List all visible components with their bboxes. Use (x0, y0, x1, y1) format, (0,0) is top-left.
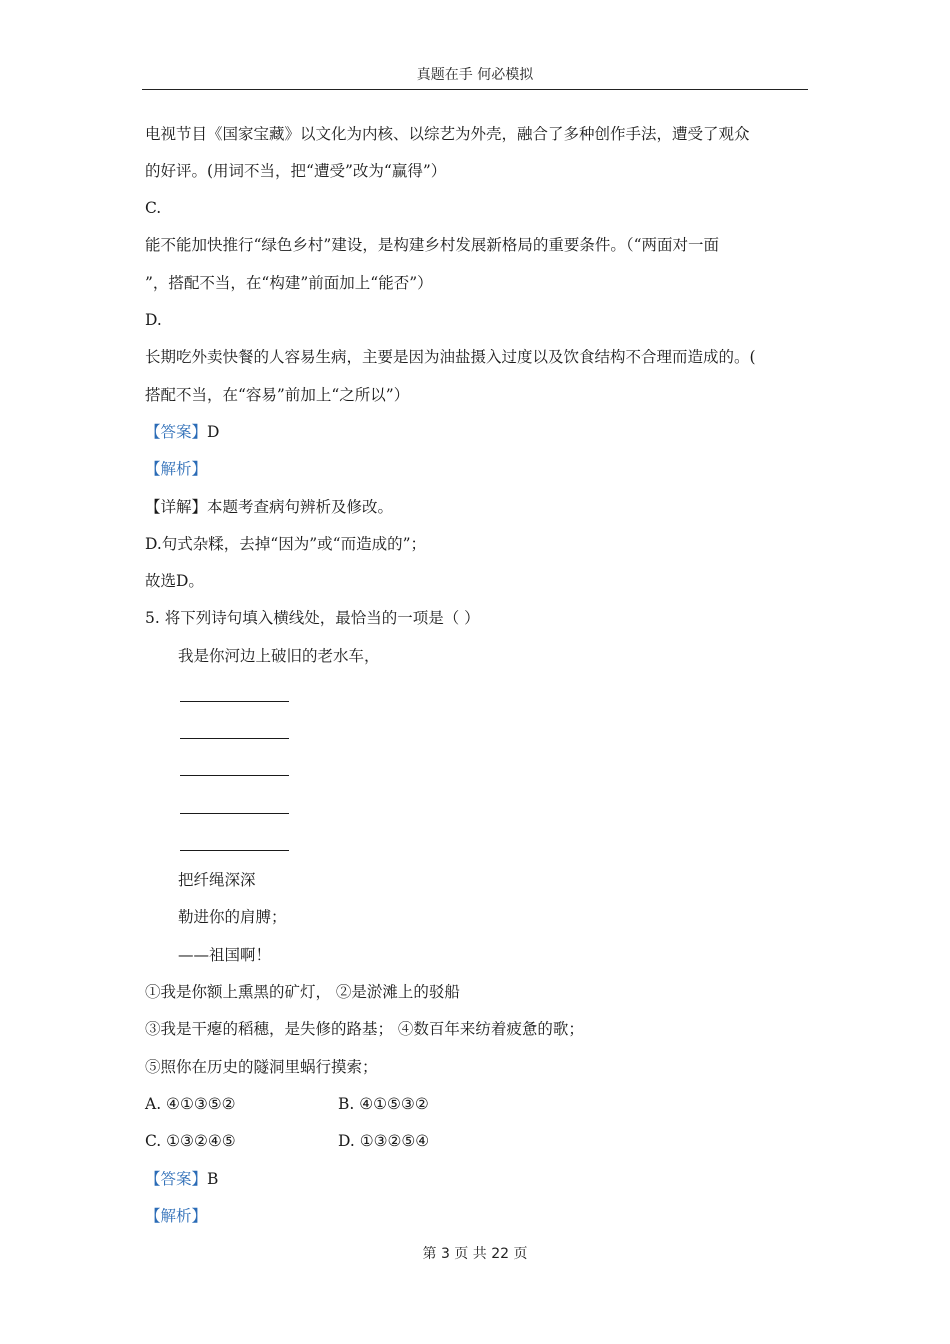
option-d-text-line-1: 长期吃外卖快餐的人容易生病，主要是因为油盐摄入过度以及饮食结构不合理而造成的。( (145, 348, 756, 366)
option-d-text-line-2: 搭配不当，在“容易”前加上“之所以”） (145, 386, 410, 404)
option-b-text-line-1: 电视节目《国家宝藏》以文化为内核、以综艺为外壳，融合了多种创作手法，遭受了观众 (145, 125, 750, 143)
poem-blank-2 (180, 738, 289, 739)
item-line-3: ⑤照你在历史的隧洞里蜗行摸索； (145, 1058, 378, 1076)
answer-tag: 【答案】 (145, 1170, 208, 1188)
poem-blank-4 (180, 813, 289, 814)
poem-after-line-1: 把纤绳深深 (178, 871, 256, 889)
choice-b: B. ④①⑤③② (338, 1095, 429, 1113)
q5-answer (145, 1168, 218, 1190)
choice-a: A. ④①③⑤② (145, 1095, 236, 1113)
page-header: 真题在手 何必模拟 (416, 67, 534, 83)
item-line-2: ③我是干瘪的稻穗，是失修的路基； ④数百年来纺着疲惫的歌； (145, 1020, 584, 1038)
option-d-label: D. (145, 311, 162, 329)
q4-conclusion: 故选D。 (145, 572, 204, 590)
q4-analysis-tag: 【解析】 (145, 460, 208, 478)
q4-reason: D.句式杂糅，去掉“因为”或“而造成的”； (145, 535, 426, 553)
poem-after-line-3: ——祖国啊！ (178, 946, 272, 964)
q5-analysis-tag: 【解析】 (145, 1207, 208, 1225)
poem-blank-3 (180, 775, 289, 776)
answer-tag: 【答案】 (145, 423, 208, 441)
answer-value: B (207, 1170, 219, 1188)
option-c-text-line-2: ”，搭配不当，在“构建”前面加上“能否”） (145, 274, 433, 292)
choice-d: D. ①③②⑤④ (338, 1132, 430, 1150)
option-c-text-line-1: 能不能加快推行“绿色乡村”建设，是构建乡村发展新格局的重要条件。（“两面对一面 (145, 236, 720, 254)
choice-c: C. ①③②④⑤ (145, 1132, 236, 1150)
page-footer: 第 3 页 共 22 页 (422, 1246, 528, 1262)
option-c-label: C. (145, 199, 162, 217)
poem-blank-5 (180, 850, 289, 851)
q4-answer (145, 421, 219, 443)
item-line-1: ①我是你额上熏黑的矿灯， ②是淤滩上的驳船 (145, 983, 460, 1001)
q5-question: 5. 将下列诗句填入横线处，最恰当的一项是（ ） (145, 609, 480, 627)
poem-first-line: 我是你河边上破旧的老水车， (178, 647, 380, 665)
poem-blank-1 (180, 701, 289, 702)
poem-after-line-2: 勒进你的肩膊； (178, 908, 287, 926)
q4-detail: 【详解】本题考查病句辨析及修改。 (145, 498, 394, 516)
option-b-text-line-2: 的好评。(用词不当，把“遭受”改为“赢得”） (145, 162, 447, 180)
answer-value: D (207, 423, 220, 441)
header-divider (142, 89, 808, 90)
